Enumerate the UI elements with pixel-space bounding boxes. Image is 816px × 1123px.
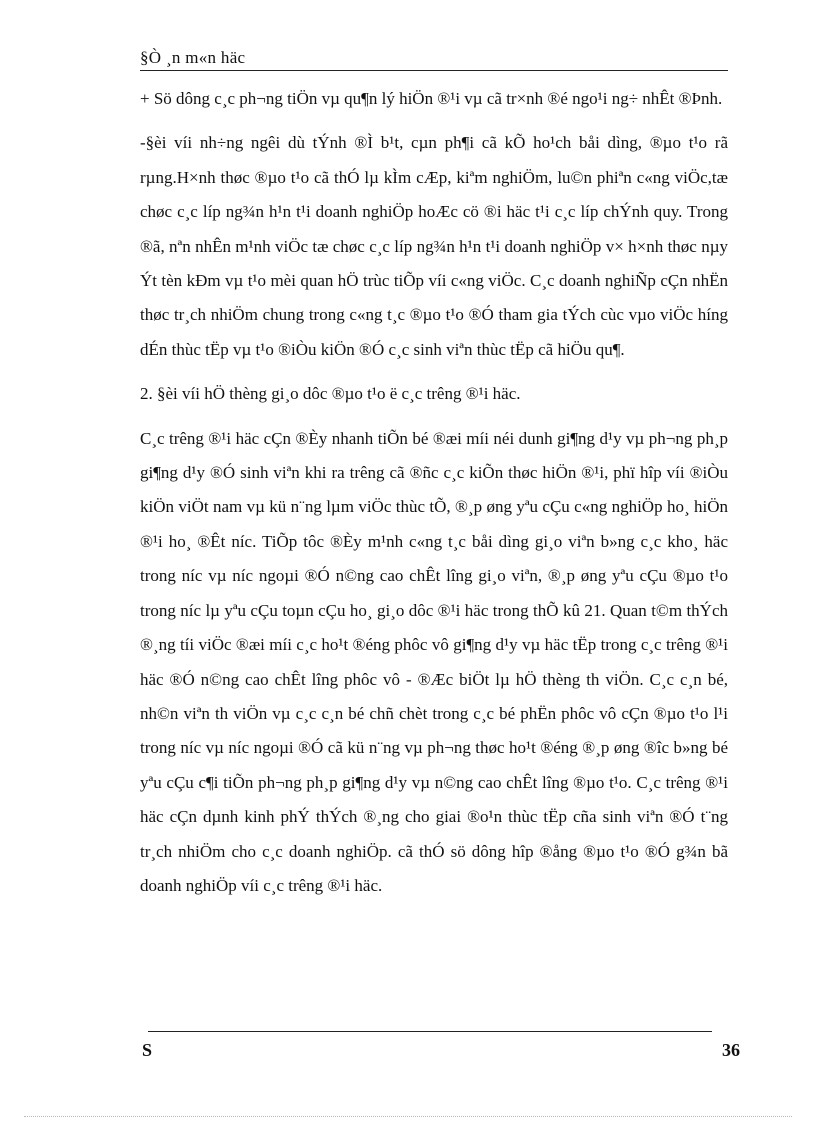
page-header-title: §Ò ¸n m«n häc xyxy=(140,48,246,67)
paragraph-3-heading: 2. §èi víi hÖ thèng gi¸o dôc ®µo t¹o ë c¸c trêng ®¹i häc. xyxy=(140,384,521,404)
paragraph-1: + Sö dông c¸c ph¬ng tiÖn vµ qu¶n lý hiÖn ®¹i vµ cã tr×nh ®é ngo¹i ng÷ nhÊt ®Þnh. xyxy=(140,89,723,108)
bottom-dotted-border xyxy=(24,1116,792,1117)
paragraph-2: -§èi víi nh÷ng ngêi dù tÝnh ®Ì b¹t, cµn ph¶i cã kÕ ho¹ch båi dìng, ®µo t¹o rã rµng.H×nh thøc ®µo t¹o cã thÓ lµ kÌm cÆp, kiªm nghiÖm, lu©n phiªn c«ng viÖc,tæ chøc c¸c líp ng¾n h¹n t¹i doanh nghiÖp hoÆc cö ®i häc t¹i c¸c líp chÝnh quy. Trong ®ã, nªn nhÊn m¹nh viÖc tæ chøc c¸c líp ng¾n h¹n t¹i doanh nghiÖp v× h×nh thøc nµy Ýt tèn kÐm vµ t¹o mèi quan hÖ trùc tiÕp víi c«ng viÖc. C¸c doanh nghiÑp cÇn nhËn thøc tr¸ch nhiÖm chung trong c«ng t¸c ®µo t¹o ®Ó tham gia tÝch cùc vµo viÖc híng dÉn thùc tËp vµ t¹o ®iÒu kiÖn ®Ó c¸c sinh viªn thùc tËp cã hiÖu qu¶. xyxy=(140,133,728,359)
page-number: 36 xyxy=(722,1040,740,1060)
header-divider xyxy=(140,70,728,71)
paragraph-4: C¸c trêng ®¹i häc cÇn ®Èy nhanh tiÕn bé ®æi míi néi dunh gi¶ng d¹y vµ ph¬ng ph¸p gi¶ng d¹y ®Ó sinh viªn khi ra trêng cã ®ñc c¸c kiÕn thøc hiÖn ®¹i, phï hîp víi ®iÒu kiÖn viÖt nam vµ kü n¨ng lµm viÖc thùc tÕ, ®¸p øng yªu cÇu c«ng nghiÖp ho¸ hiÖn ®¹i ho¸ ®Êt níc. TiÕp tôc ®Èy m¹nh c«ng t¸c båi dìng gi¸o viªn b»ng c¸c kho¸ häc trong níc vµ níc ngoµi ®Ó n©ng cao chÊt lîng gi¸o viªn, ®¸p øng yªu cÇu ®µo t¹o trong níc lµ yªu cÇu toµn cÇu ho¸ gi¸o dôc ®¹i häc trong thÕ kû 21. Quan t©m thÝch ®¸ng tíi viÖc ®æi míi c¸c ho¹t ®éng phôc vô gi¶ng d¹y vµ häc tËp trong c¸c trêng ®¹i häc ®Ó n©ng cao chÊt lîng phôc vô - ®Æc biÖt lµ hÖ thèng th viÖn. C¸c c¸n bé, nh©n viªn th viÖn vµ c¸c c¸n bé chñ chèt trong c¸c bé phËn phôc vô cÇn ®µo t¹o l¹i trong níc vµ níc ngoµi ®Ó cã kü n¨ng vµ ph¬ng thøc ho¹t ®éng ®¸p øng ®îc b»ng bé yªu cÇu c¶i tiÕn ph¬ng ph¸p gi¶ng d¹y vµ n©ng cao chÊt lîng ®µo t¹o. C¸c trêng ®¹i häc cÇn dµnh kinh phÝ thÝch ®¸ng cho giai ®o¹n thùc tËp cña sinh viªn ®Ó t¨ng tr¸ch nhiÖm cho c¸c doanh nghiÖp. cã thÓ sö dông hîp ®ång ®µo t¹o ®Ó g¾n bã doanh nghiÖp víi c¸c trêng ®¹i häc. xyxy=(140,428,728,895)
footer-left-text: S xyxy=(142,1040,153,1060)
body-text xyxy=(140,82,728,913)
footer-divider xyxy=(148,1031,712,1032)
